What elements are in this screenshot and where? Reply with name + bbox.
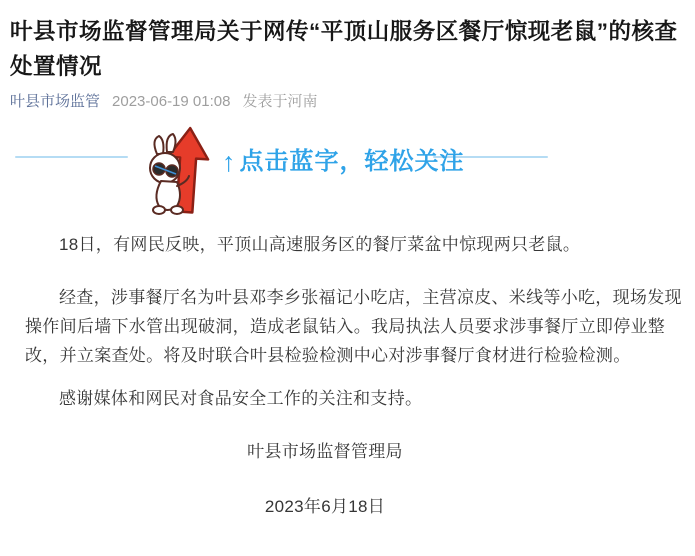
banner-divider-left bbox=[15, 156, 128, 158]
banner-cta bbox=[222, 146, 465, 178]
paragraph: 感谢媒体和网民对食品安全工作的关注和支持。 bbox=[59, 389, 423, 408]
paragraph: 18日，有网民反映，平顶山高速服务区的餐厅菜盆中惊现两只老鼠。 bbox=[59, 235, 581, 254]
paragraph: 经查，涉事餐厅名为叶县邓李乡张福记小吃店，主营凉皮、米线等小吃，现场发现操作间后墙下水管出现破洞，造成老鼠钻入。我局执法人员要求涉事餐厅立即停业整改，并立案查处。将及时联合叶县检验检测中心对涉事餐厅食材进行检验检测。 bbox=[25, 288, 682, 365]
publish-time: 2023-06-19 01:08 bbox=[112, 93, 231, 110]
date-line: 2023年6月18日 bbox=[264, 497, 386, 516]
rabbit-arrow-illustration bbox=[143, 126, 217, 218]
byline bbox=[0, 92, 695, 112]
publish-location: 发表于河南 bbox=[242, 93, 318, 110]
up-arrow-icon: ↑ bbox=[222, 147, 236, 177]
banner-cta-text: 点击蓝字，轻松关注 bbox=[239, 148, 465, 175]
signoff-block bbox=[25, 437, 625, 521]
account-name-link[interactable]: 叶县市场监管 bbox=[10, 93, 101, 110]
article-title: 叶县市场监督管理局关于网传“平顶山服务区餐厅惊现老鼠”的核查处置情况 bbox=[10, 19, 678, 79]
article-body bbox=[0, 230, 695, 521]
follow-banner[interactable] bbox=[0, 116, 695, 218]
signature-line: 叶县市场监督管理局 bbox=[247, 442, 403, 461]
